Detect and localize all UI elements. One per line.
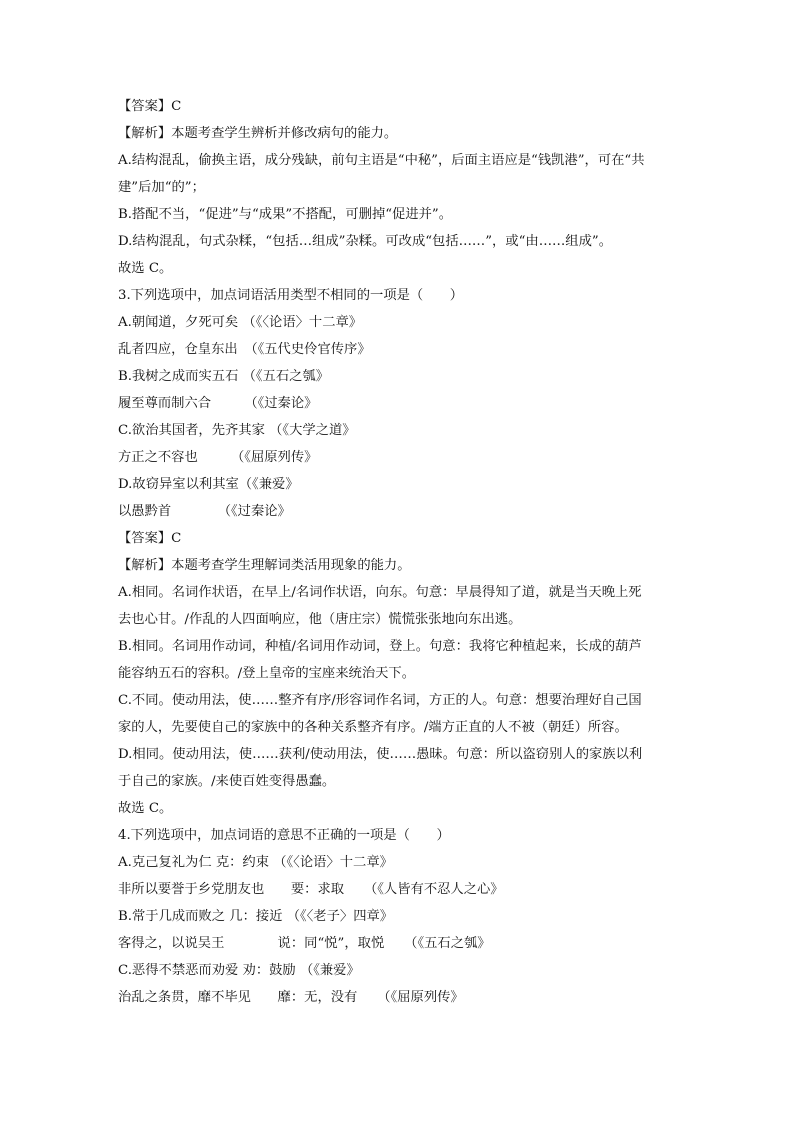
question-3-option-c-1: C.欲治其国者，先齐其家 （《大学之道》	[118, 423, 356, 438]
question-4-option-b-2: 客得之，以说吴王 说：同“悦”，取悦 （《五石之瓠》	[118, 936, 491, 951]
question-4-option-c-1: C.恶得不禁恶而劝爱 劝：鼓励 （《兼爱》	[118, 963, 360, 978]
analysis-3-option-b-1: B.相同。名词用作动词，种植/名词用作动词，登上。句意：我将它种植起来，长成的葫芦	[118, 639, 642, 654]
analysis-3-option-a-1: A.相同。名词作状语，在早上/名词作状语，向东。句意：早晨得知了道，就是当天晚上死	[118, 585, 642, 600]
analysis-1-option-b: B.搭配不当，“促进”与“成果”不搭配，可删掉“促进并”。	[118, 207, 453, 222]
analysis-3-option-a-2: 去也心甘。/作乱的人四面响应，他（唐庄宗）慌慌张张地向东出逃。	[118, 612, 522, 627]
question-3-option-d-2: 以愚黔首 （《过秦论》	[118, 504, 291, 519]
question-4-stem: 4.下列选项中，加点词语的意思不正确的一项是（ ）	[118, 828, 450, 843]
conclusion-3: 故选 C。	[118, 801, 173, 816]
question-3-option-b-1: B.我树之成而实五石 （《五石之瓠》	[118, 369, 330, 384]
analysis-3-option-c-2: 家的人，先要使自己的家族中的各种关系整齐有序。/端方正直的人不被（朝廷）所容。	[118, 720, 628, 735]
analysis-1-option-a-cont: 建”后加“的”；	[118, 180, 205, 195]
document-page	[118, 93, 688, 1011]
analysis-3-intro: 【解析】本题考查学生理解词类活用现象的能力。	[118, 558, 411, 573]
question-3-option-d-1: D.故窃异室以利其室（《兼爱》	[118, 477, 299, 492]
question-4-option-a-2: 非所以要誉于乡党朋友也 要：求取 （《人皆有不忍人之心》	[118, 882, 504, 897]
analysis-3-option-b-2: 能容纳五石的容积。/登上皇帝的宝座来统治天下。	[118, 666, 416, 681]
answer-label-1: 【答案】C	[118, 99, 182, 114]
question-4-option-b-1: B.常于几成而败之 几：接近 （《〈老子〉四章》	[118, 909, 394, 924]
question-4-option-c-2: 治乱之条贯，靡不毕见 靡：无，没有 （《屈原列传》	[118, 990, 464, 1005]
analysis-1-option-d: D.结构混乱，句式杂糅，“包括…组成”杂糅。可改成“包括……”，或“由……组成”。	[118, 234, 612, 249]
question-3-option-c-2: 方正之不容也 （《屈原列传》	[118, 450, 318, 465]
question-4-option-a-1: A.克己复礼为仁 克：约束 （《〈论语〉十二章》	[118, 855, 393, 870]
analysis-1-option-a: A.结构混乱，偷换主语，成分残缺，前句主语是“中秘”，后面主语应是“钱凯港”，可在“共	[118, 153, 645, 168]
question-3-option-b-2: 履至尊而制六合 （《过秦论》	[118, 396, 318, 411]
conclusion-1: 故选 C。	[118, 261, 173, 276]
question-3-option-a-1: A.朝闻道，夕死可矣 （《〈论语〉十二章》	[118, 315, 363, 330]
analysis-3-option-d-2: 于自己的家族。/来使百姓变得愚蠢。	[118, 774, 336, 789]
analysis-1-intro: 【解析】本题考查学生辨析并修改病句的能力。	[118, 126, 398, 141]
analysis-3-option-c-1: C.不同。使动用法，使……整齐有序/形容词作名词，方正的人。句意：想要治理好自己国	[118, 693, 642, 708]
question-3-option-a-2: 乱者四应，仓皇东出 （《五代史伶官传序》	[118, 342, 371, 357]
analysis-3-option-d-1: D.相同。使动用法，使……获利/使动用法，使……愚昧。句意：所以盗窃别人的家族以利	[118, 747, 643, 762]
answer-label-3: 【答案】C	[118, 531, 182, 546]
question-3-stem: 3.下列选项中，加点词语活用类型不相同的一项是（ ）	[118, 288, 464, 303]
